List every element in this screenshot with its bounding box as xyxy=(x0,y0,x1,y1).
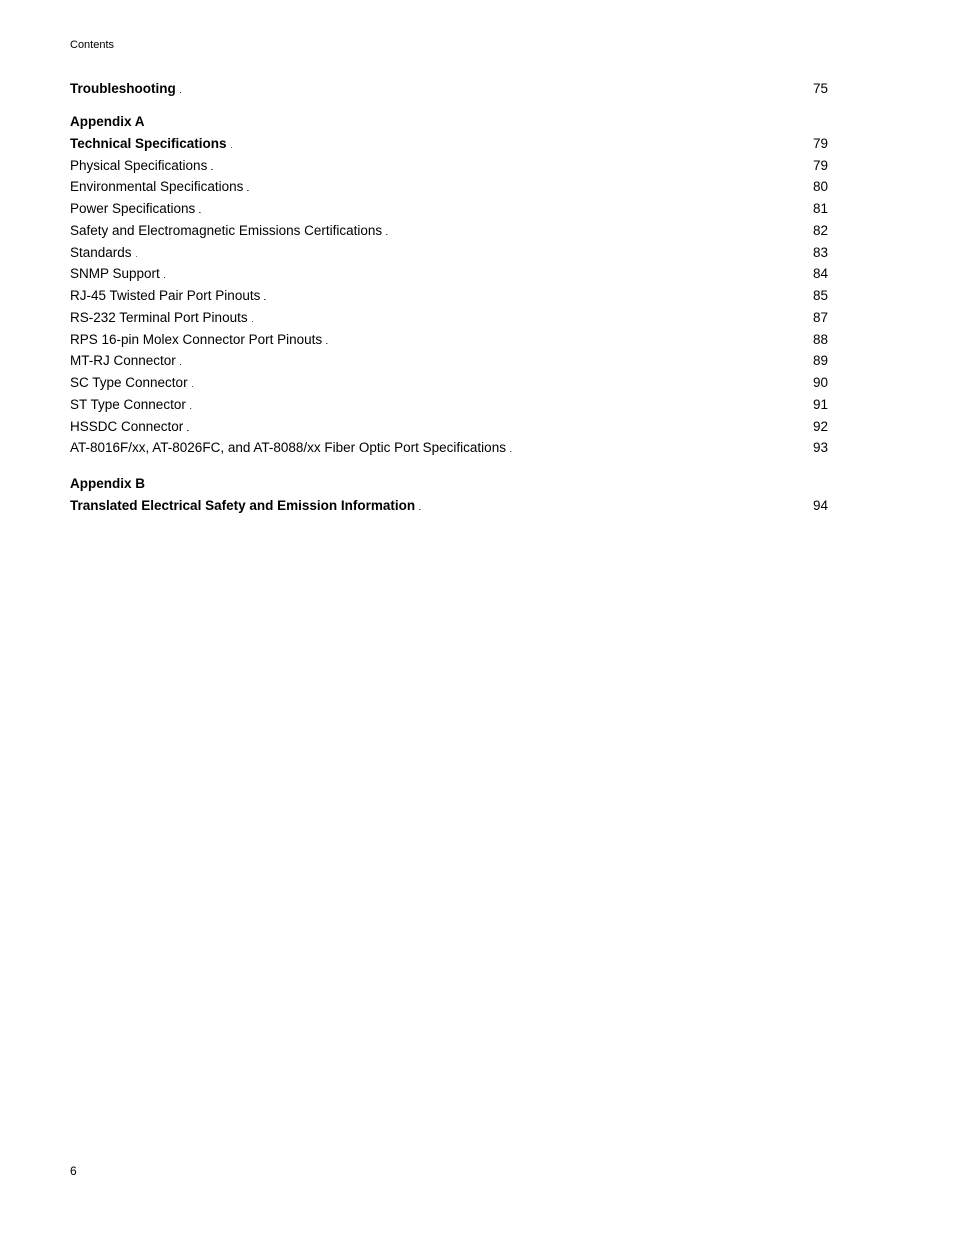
toc-entry[interactable] xyxy=(70,80,828,102)
toc-entry[interactable] xyxy=(70,265,828,287)
toc-entry-title: Standards xyxy=(70,244,132,260)
dot-leader xyxy=(386,225,810,244)
dot-leader xyxy=(180,355,810,374)
toc-entry-title: Troubleshooting xyxy=(70,81,176,96)
running-head: Contents xyxy=(70,39,115,51)
toc-entry[interactable] xyxy=(70,178,828,200)
toc-entry-page-number: 80 xyxy=(812,179,828,195)
appendix-b-entries xyxy=(70,497,828,519)
toc-entry-title: Environmental Specifications xyxy=(70,179,244,195)
page-number: 6 xyxy=(70,1164,77,1178)
toc-entry-page-number: 79 xyxy=(812,157,828,173)
toc-entry[interactable] xyxy=(70,287,828,309)
toc-entry[interactable] xyxy=(70,244,828,266)
dot-leader xyxy=(419,500,810,519)
toc-entry-title: Technical Specifications xyxy=(70,135,227,151)
toc-entry-title: MT-RJ Connector xyxy=(70,353,176,369)
toc-entry-page-number: 87 xyxy=(812,309,828,325)
dot-leader xyxy=(510,442,810,461)
toc-entry-page-number: 81 xyxy=(812,201,828,216)
dot-leader xyxy=(247,181,810,200)
dot-leader xyxy=(199,203,810,222)
toc-entry-page-number: 93 xyxy=(812,440,828,456)
dot-leader xyxy=(136,247,810,266)
toc-entry-title: RJ-45 Twisted Pair Port Pinouts xyxy=(70,288,261,303)
dot-leader xyxy=(192,377,810,396)
toc-entry-title: Safety and Electromagnetic Emissions Certifications xyxy=(70,222,383,238)
toc-entry-title: Translated Electrical Safety and Emission Information xyxy=(70,498,416,513)
dot-leader xyxy=(264,290,810,309)
table-of-contents xyxy=(70,80,828,519)
toc-entry-title: HSSDC Connector xyxy=(70,418,184,434)
toc-entry-page-number: 79 xyxy=(812,135,828,151)
toc-entry[interactable] xyxy=(70,222,828,244)
toc-entry[interactable] xyxy=(70,309,828,331)
toc-entry-page-number: 82 xyxy=(812,222,828,238)
toc-entry[interactable] xyxy=(70,135,828,157)
toc-entry-title: RPS 16-pin Molex Connector Port Pinouts xyxy=(70,331,323,347)
appendix-a-heading: Appendix A xyxy=(70,113,145,129)
dot-leader xyxy=(326,334,810,353)
toc-top-section xyxy=(70,80,828,102)
dot-leader xyxy=(180,83,810,102)
dot-leader xyxy=(164,268,810,287)
dot-leader xyxy=(187,421,810,440)
toc-entry[interactable] xyxy=(70,396,828,418)
toc-entry[interactable] xyxy=(70,157,828,179)
dot-leader xyxy=(211,160,810,179)
toc-entry-title: Physical Specifications xyxy=(70,157,208,173)
toc-entry-title: RS-232 Terminal Port Pinouts xyxy=(70,309,248,325)
dot-leader xyxy=(252,312,810,331)
toc-entry-page-number: 94 xyxy=(812,498,828,513)
toc-entry-page-number: 83 xyxy=(812,244,828,260)
toc-entry[interactable] xyxy=(70,418,828,440)
toc-entry-page-number: 75 xyxy=(812,81,828,96)
toc-entry[interactable] xyxy=(70,200,828,222)
appendix-b-heading: Appendix B xyxy=(70,476,146,491)
dot-leader xyxy=(231,138,810,157)
toc-entry-page-number: 90 xyxy=(812,375,828,390)
toc-entry-title: AT-8016F/xx, AT-8026FC, and AT-8088/xx Fiber Optic Port Specifications xyxy=(70,440,506,456)
toc-entry[interactable] xyxy=(70,439,828,461)
toc-entry-page-number: 85 xyxy=(812,288,828,303)
toc-entry-title: ST Type Connector xyxy=(70,396,186,412)
toc-entry[interactable] xyxy=(70,352,828,374)
toc-entry[interactable] xyxy=(70,331,828,353)
toc-entry-page-number: 89 xyxy=(812,353,828,369)
toc-entry-title: SC Type Connector xyxy=(70,375,188,390)
toc-entry-page-number: 91 xyxy=(812,396,828,412)
toc-entry-page-number: 88 xyxy=(812,331,828,347)
toc-entry[interactable] xyxy=(70,374,828,396)
toc-entry-title: Power Specifications xyxy=(70,201,196,216)
toc-entry-page-number: 84 xyxy=(812,266,828,282)
toc-entry[interactable] xyxy=(70,497,828,519)
appendix-a-entries xyxy=(70,135,828,461)
dot-leader xyxy=(190,399,810,418)
toc-entry-page-number: 92 xyxy=(812,418,828,434)
toc-entry-title: SNMP Support xyxy=(70,266,160,282)
